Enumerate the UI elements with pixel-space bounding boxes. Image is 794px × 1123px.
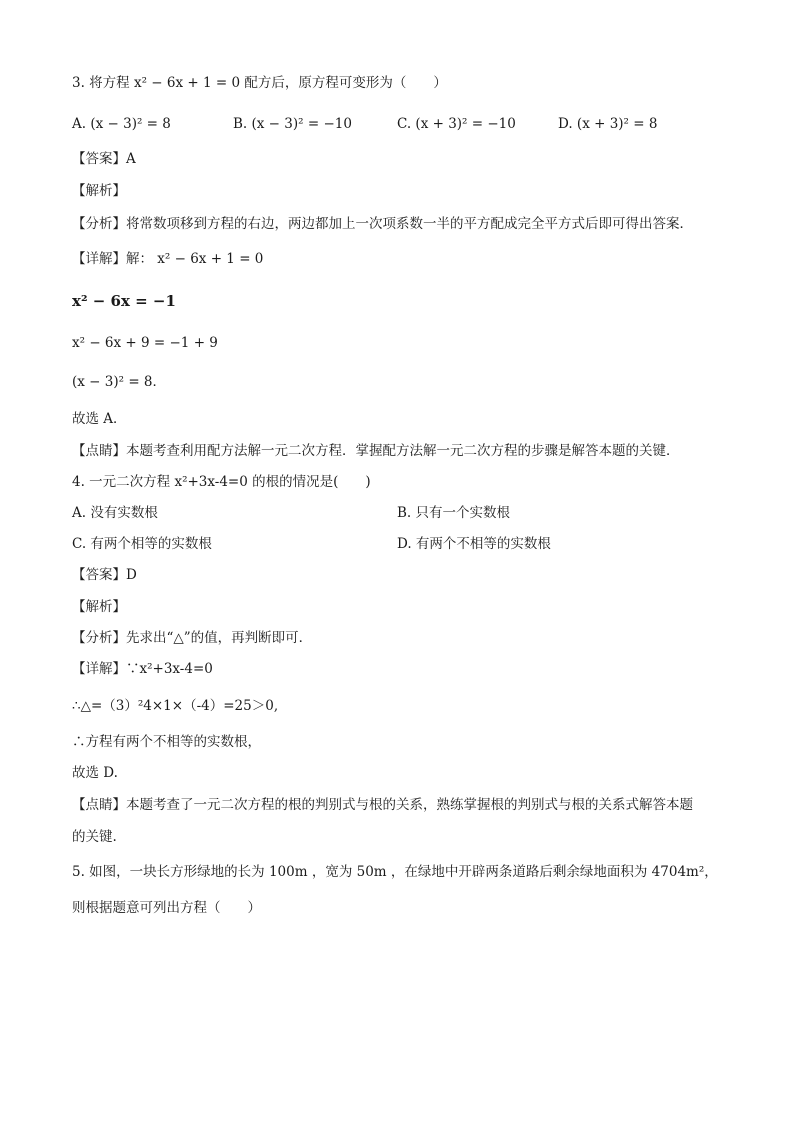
q3-option-d: D. (x + 3)² = 8	[558, 116, 658, 132]
q4-option-d: D. 有两个不相等的实数根	[397, 536, 551, 552]
q3-analysis-title: 【解析】	[72, 183, 126, 199]
q3-option-b: B. (x − 3)² = −10	[233, 116, 352, 132]
q3-option-c: C. (x + 3)² = −10	[397, 116, 516, 132]
q4-conclusion: ∴方程有两个不相等的实数根，	[72, 734, 261, 750]
q3-step-1: x² − 6x = −1	[72, 292, 176, 310]
q3-step-2: x² − 6x + 9 = −1 + 9	[72, 335, 218, 351]
q4-dianjing-2: 的关键.	[72, 829, 117, 845]
q3-option-a: A. (x − 3)² = 8	[72, 116, 171, 132]
q4-answer: 【答案】D	[72, 567, 137, 583]
q3-choose: 故选 A．	[72, 411, 127, 427]
q4-analysis-title: 【解析】	[72, 599, 126, 615]
q4-dianjing-1: 【点睛】本题考查了一元二次方程的根的判别式与根的关系，熟练掌握根的判别式与根的关系式解答本题	[72, 797, 693, 813]
q4-choose: 故选 D.	[72, 765, 118, 781]
q5-stem-2: 则根据题意可列出方程（ ）	[72, 900, 261, 916]
q4-option-b: B. 只有一个实数根	[397, 505, 511, 521]
q3-dianjing: 【点睛】本题考查利用配方法解一元二次方程．掌握配方法解一元二次方程的步骤是解答本题的关键．	[72, 443, 680, 459]
q5-stem-1: 5. 如图，一块长方形绿地的长为 100m ，宽为 50m ，在绿地中开辟两条道路后剩余绿地面积为 4704m²，	[72, 864, 718, 880]
q4-option-a: A. 没有实数根	[72, 505, 158, 521]
q4-option-c: C. 有两个相等的实数根	[72, 536, 212, 552]
q4-fenxi: 【分析】先求出“△”的值，再判断即可．	[72, 630, 313, 646]
q3-detail-intro: 【详解】解： x² − 6x + 1 = 0	[72, 251, 264, 267]
q4-delta: ∴△=（3）²4×1×（-4）=25＞0,	[72, 698, 279, 714]
q4-detail: 【详解】∵x²+3x-4=0	[72, 661, 213, 677]
q4-stem: 4. 一元二次方程 x²+3x-4=0 的根的情况是( )	[72, 474, 371, 490]
q3-fenxi: 【分析】将常数项移到方程的右边，两边都加上一次项系数一半的平方配成完全平方式后即可得出答案．	[72, 216, 693, 232]
q3-answer: 【答案】A	[72, 151, 136, 167]
q3-stem: 3. 将方程 x² − 6x + 1 = 0 配方后，原方程可变形为（ ）	[72, 75, 447, 91]
q3-step-3: (x − 3)² = 8．	[72, 374, 167, 390]
